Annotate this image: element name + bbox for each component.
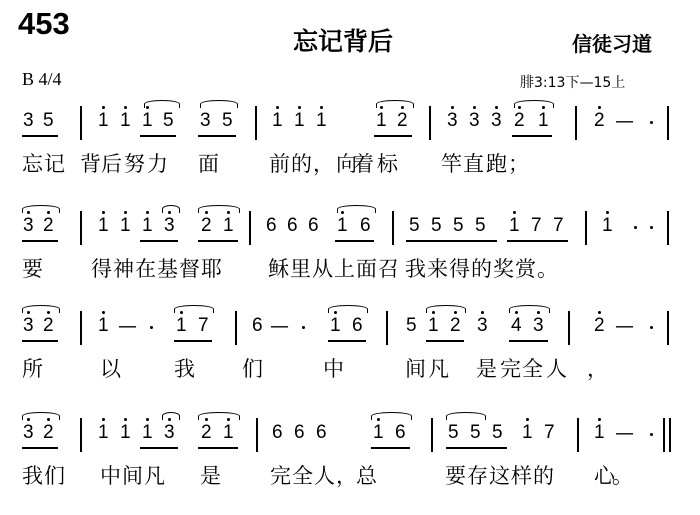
lyric-char: 力 (147, 152, 168, 176)
note-digit: 5 (475, 215, 486, 236)
barline (235, 311, 237, 345)
lyric-char: 所 (22, 357, 43, 381)
slur (144, 100, 180, 108)
note-digit: 3 (23, 422, 34, 443)
beam-underline (198, 447, 238, 449)
barline (585, 211, 587, 245)
beam-underline (371, 447, 410, 449)
beam-underline (335, 240, 374, 242)
notation-line (0, 203, 700, 251)
lyric-char: 跑 (486, 152, 507, 176)
scripture-reference: 腓3:13下—15上 (520, 75, 626, 91)
note-digit: 1 (120, 422, 131, 443)
note-digit: 5 (409, 215, 420, 236)
lyric-char: 样 (511, 464, 532, 488)
barline (568, 311, 570, 345)
beam-underline (198, 135, 236, 137)
octave-dot (102, 211, 105, 214)
sustain-dash: — (615, 315, 634, 337)
note-digit: 1 (538, 110, 549, 131)
lyric-char: 从 (312, 257, 333, 281)
lyric-char: 耶 (201, 257, 222, 281)
beam-underline (174, 340, 212, 342)
lyric-char: ， (587, 357, 608, 381)
note-digit: 3 (491, 110, 502, 131)
note-digit: 1 (522, 422, 533, 443)
slur (509, 305, 550, 313)
sustain-dash: — (615, 422, 634, 444)
notation-line (0, 410, 700, 458)
note-digit: 2 (450, 315, 461, 336)
barline (256, 418, 258, 452)
note-digit: 1 (120, 110, 131, 131)
octave-dot (102, 418, 105, 421)
lyric-char: 完 (270, 464, 291, 488)
note-digit: 5 (406, 315, 417, 336)
barline (255, 106, 257, 140)
beam-underline (426, 340, 464, 342)
octave-dot (124, 211, 127, 214)
note-digit: 3 (23, 110, 34, 131)
augmentation-dot (634, 226, 637, 229)
lyric-char: 来 (427, 257, 448, 281)
barline (431, 418, 433, 452)
note-digit: 3 (23, 315, 34, 336)
note-digit: 1 (142, 110, 153, 131)
note-digit: 2 (594, 315, 605, 336)
octave-dot (481, 311, 484, 314)
barline (80, 211, 82, 245)
note-digit: 1 (223, 215, 234, 236)
beam-underline (509, 340, 548, 342)
note-digit: 7 (198, 315, 209, 336)
octave-dot (102, 106, 105, 109)
note-digit: 1 (509, 215, 520, 236)
lyric-char: 我 (405, 257, 426, 281)
note-digit: 1 (373, 422, 384, 443)
lyric-char: 的 (471, 257, 492, 281)
note-digit: 7 (544, 422, 555, 443)
lyric-char: 背 (80, 152, 101, 176)
beam-underline (22, 240, 58, 242)
beam-underline (140, 135, 176, 137)
barline (392, 211, 394, 245)
slur (446, 412, 486, 420)
note-digit: 1 (376, 110, 387, 131)
note-digit: 3 (469, 110, 480, 131)
lyric-char: 这 (489, 464, 510, 488)
barline (80, 418, 82, 452)
augmentation-dot (302, 326, 305, 329)
octave-dot (298, 106, 301, 109)
note-digit: 2 (43, 315, 54, 336)
lyric-char: 竿 (441, 152, 462, 176)
barline (577, 418, 579, 452)
note-digit: 5 (222, 110, 233, 131)
note-digit: 6 (360, 215, 371, 236)
note-digit: 1 (98, 215, 109, 236)
slur (22, 205, 60, 213)
note-digit: 1 (272, 110, 283, 131)
note-digit: 6 (294, 422, 305, 443)
note-digit: 1 (142, 215, 153, 236)
hymn-number: 453 (18, 6, 70, 41)
lyric-char: ， (336, 464, 357, 488)
note-digit: 6 (395, 422, 406, 443)
lyric-char: 凡 (144, 464, 165, 488)
barline (80, 311, 82, 345)
barline (575, 106, 577, 140)
slur (198, 412, 240, 420)
lyric-char: 全 (292, 464, 313, 488)
slur (198, 205, 240, 213)
beam-underline (328, 340, 366, 342)
note-digit: 1 (594, 422, 605, 443)
lyric-char: 前 (269, 152, 290, 176)
octave-dot (276, 106, 279, 109)
note-digit: 1 (602, 215, 613, 236)
lyric-char: 面 (198, 152, 219, 176)
note-digit: 6 (272, 422, 283, 443)
lyric-char: 得 (449, 257, 470, 281)
note-digit: 5 (470, 422, 481, 443)
note-digit: 1 (98, 315, 109, 336)
lyric-char: 基 (157, 257, 178, 281)
lyric-char: 的 (291, 152, 312, 176)
note-digit: 1 (428, 315, 439, 336)
beam-underline (140, 240, 178, 242)
beam-underline (374, 135, 412, 137)
slur (328, 305, 368, 313)
beam-underline (198, 240, 238, 242)
slur (371, 412, 412, 420)
barline (386, 311, 388, 345)
note-digit: 4 (511, 315, 522, 336)
note-digit: 6 (252, 315, 263, 336)
lyric-char: 间 (122, 464, 143, 488)
note-digit: 1 (120, 215, 131, 236)
slur (200, 100, 238, 108)
sustain-dash: — (118, 315, 137, 337)
lyric-char: 间 (405, 357, 426, 381)
octave-dot (102, 311, 105, 314)
note-digit: 1 (98, 422, 109, 443)
note-digit: 2 (43, 422, 54, 443)
lyric-char: 督 (179, 257, 200, 281)
octave-dot (598, 418, 601, 421)
octave-dot (451, 106, 454, 109)
octave-dot (598, 106, 601, 109)
note-digit: 6 (316, 422, 327, 443)
note-digit: 3 (164, 215, 175, 236)
lyric-char: 凡 (428, 357, 449, 381)
slur (22, 412, 60, 420)
augmentation-dot (650, 226, 653, 229)
note-digit: 6 (352, 315, 363, 336)
note-digit: 1 (223, 422, 234, 443)
octave-dot (598, 311, 601, 314)
lyric-char: 存 (467, 464, 488, 488)
note-digit: 2 (201, 422, 212, 443)
note-digit: 1 (142, 422, 153, 443)
lyric-char: 着 (353, 152, 374, 176)
lyric-char: 得 (91, 257, 112, 281)
lyric-char: 要 (445, 464, 466, 488)
octave-dot (124, 106, 127, 109)
lyric-char: 总 (356, 464, 377, 488)
note-digit: 2 (594, 110, 605, 131)
octave-dot (124, 418, 127, 421)
augmentation-dot (650, 433, 653, 436)
note-digit: 3 (200, 110, 211, 131)
lyric-char: 们 (44, 464, 65, 488)
lyric-char: 要 (22, 257, 43, 281)
beam-underline (446, 447, 507, 449)
lyric-char: 稣 (268, 257, 289, 281)
note-digit: 2 (43, 215, 54, 236)
barline (667, 211, 669, 245)
lyric-char: 人 (314, 464, 335, 488)
sustain-dash: — (615, 110, 634, 132)
lyric-char: 全 (522, 357, 543, 381)
octave-dot (606, 211, 609, 214)
barline (667, 311, 669, 345)
lyric-char: 赏 (515, 257, 536, 281)
barline (249, 211, 251, 245)
octave-dot (495, 106, 498, 109)
barline (667, 106, 669, 140)
augmentation-dot (650, 121, 653, 124)
lyric-char: 中 (100, 464, 121, 488)
lyric-char: 。 (537, 257, 558, 281)
lyric-char: 人 (546, 357, 567, 381)
lyric-char: 向 (336, 152, 357, 176)
note-digit: 5 (43, 110, 54, 131)
note-digit: 7 (531, 215, 542, 236)
slur (337, 205, 376, 213)
lyric-char: 面 (356, 257, 377, 281)
barline (669, 418, 671, 452)
barline (80, 106, 82, 140)
note-digit: 7 (553, 215, 564, 236)
octave-dot (513, 211, 516, 214)
note-digit: 3 (164, 422, 175, 443)
lyric-line (0, 458, 700, 494)
note-digit: 5 (448, 422, 459, 443)
hymn-title: 忘记背后 (293, 27, 394, 56)
slur (426, 305, 466, 313)
lyric-char: 中 (323, 357, 344, 381)
lyric-char: 是 (476, 357, 497, 381)
note-digit: 3 (447, 110, 458, 131)
lyric-char: 在 (135, 257, 156, 281)
note-digit: 3 (23, 215, 34, 236)
note-digit: 3 (477, 315, 488, 336)
lyric-char: 们 (242, 357, 263, 381)
lyric-char: 的 (533, 464, 554, 488)
octave-dot (526, 418, 529, 421)
beam-underline (512, 135, 552, 137)
note-digit: 2 (397, 110, 408, 131)
notation-line (0, 98, 700, 146)
note-digit: 1 (337, 215, 348, 236)
lyric-char: 。 (612, 464, 633, 488)
note-digit: 1 (176, 315, 187, 336)
sustain-dash: — (270, 315, 289, 337)
note-digit: 1 (330, 315, 341, 336)
octave-dot (146, 211, 149, 214)
lyric-char: 直 (463, 152, 484, 176)
lyric-char: 奖 (493, 257, 514, 281)
note-digit: 2 (514, 110, 525, 131)
lyric-char: 以 (100, 357, 121, 381)
lyric-line (0, 146, 700, 182)
lyric-char: 完 (500, 357, 521, 381)
lyric-char: 神 (113, 257, 134, 281)
lyric-char: 上 (334, 257, 355, 281)
note-digit: 3 (533, 315, 544, 336)
note-digit: 5 (163, 110, 174, 131)
lyric-char: 记 (44, 152, 65, 176)
lyric-line (0, 351, 700, 387)
note-digit: 5 (453, 215, 464, 236)
lyric-char: 我 (174, 357, 195, 381)
slur (514, 100, 554, 108)
octave-dot (473, 106, 476, 109)
augmentation-dot (650, 326, 653, 329)
slur (174, 305, 214, 313)
beam-underline (22, 135, 58, 137)
note-digit: 1 (98, 110, 109, 131)
slur (162, 205, 180, 213)
beam-underline (140, 447, 178, 449)
augmentation-dot (150, 326, 153, 329)
slur (376, 100, 414, 108)
note-digit: 2 (201, 215, 212, 236)
beam-underline (406, 240, 497, 242)
barline (663, 418, 665, 452)
lyric-char: 标 (377, 152, 398, 176)
lyric-char: 忘 (22, 152, 43, 176)
lyric-char: ， (313, 152, 334, 176)
note-digit: 6 (266, 215, 277, 236)
lyric-char: 召 (378, 257, 399, 281)
note-digit: 5 (492, 422, 503, 443)
octave-dot (320, 106, 323, 109)
slur (162, 412, 180, 420)
lyric-char: 后 (101, 152, 122, 176)
slur (22, 305, 60, 313)
note-digit: 6 (287, 215, 298, 236)
lyric-char: 我 (22, 464, 43, 488)
lyric-char: 是 (200, 464, 221, 488)
lyric-char: 努 (124, 152, 145, 176)
key-time-signature: B 4/4 (22, 69, 62, 89)
lyric-line (0, 251, 700, 287)
beam-underline (22, 447, 58, 449)
note-digit: 1 (316, 110, 327, 131)
note-digit: 1 (294, 110, 305, 131)
lyric-char: 心 (594, 464, 615, 488)
note-digit: 5 (431, 215, 442, 236)
octave-dot (146, 418, 149, 421)
hymn-category: 信徒习道 (572, 32, 652, 56)
lyric-char: ； (508, 152, 529, 176)
lyric-char: 里 (290, 257, 311, 281)
notation-line (0, 303, 700, 351)
beam-underline (22, 340, 58, 342)
barline (429, 106, 431, 140)
note-digit: 6 (308, 215, 319, 236)
beam-underline (507, 240, 568, 242)
